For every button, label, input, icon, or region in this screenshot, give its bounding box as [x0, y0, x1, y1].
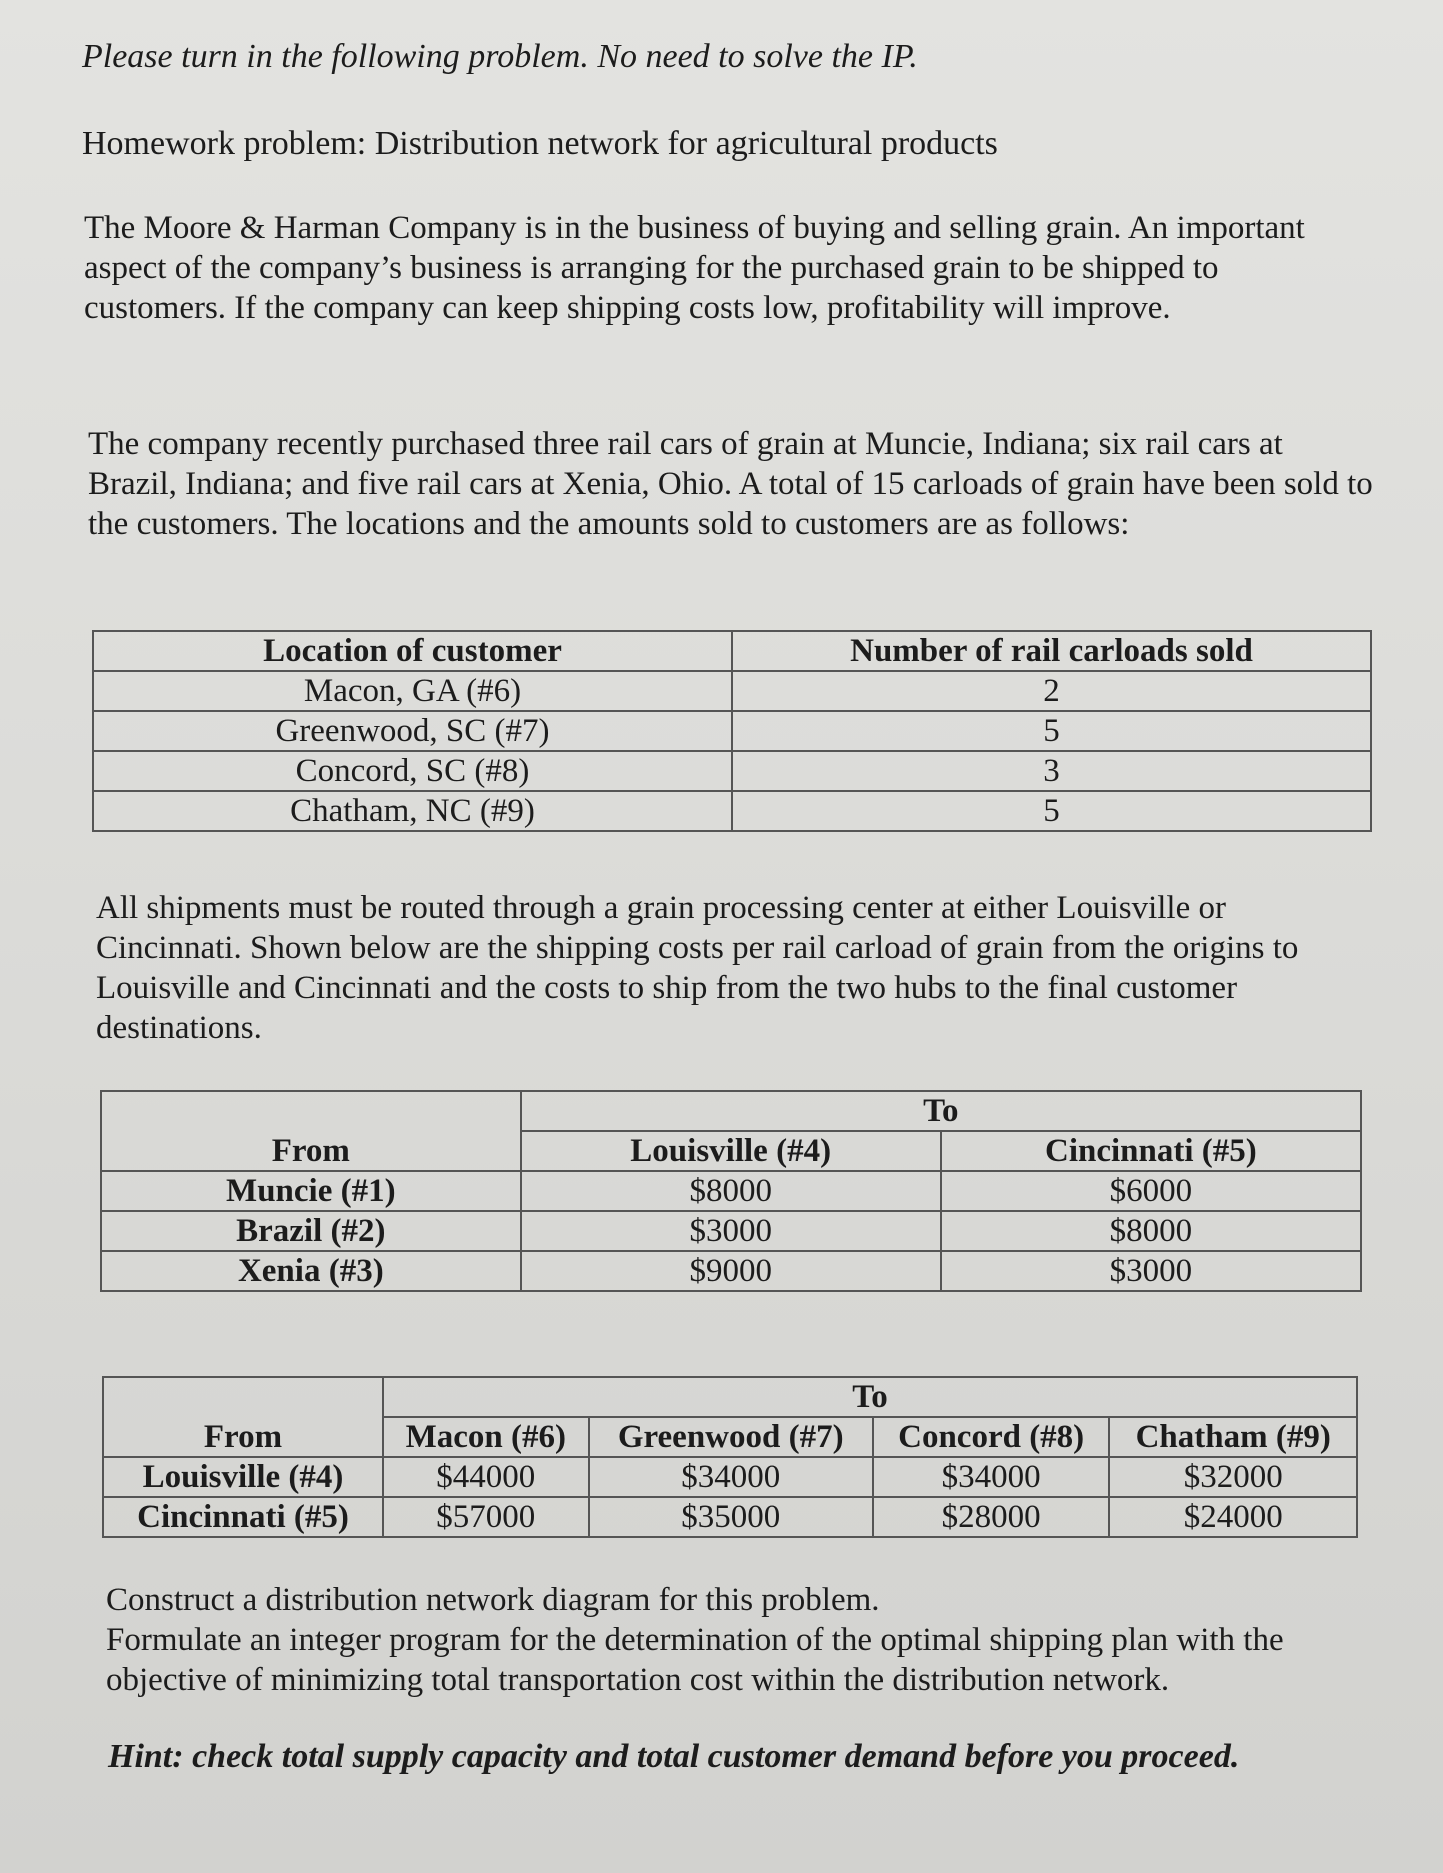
instruction-formulate: Formulate an integer program for the determination of the optimal shipping plan with the objective of minimizing total transportation cost within the distribution network.: [106, 1622, 1284, 1698]
table-row: [103, 1497, 1357, 1537]
table-row: [101, 1251, 1361, 1291]
instruction-diagram: Construct a distribution network diagram for this problem.: [106, 1582, 880, 1618]
paragraph-intro: The Moore & Harman Company is in the business of buying and selling grain. An important aspect of the company’s business is arranging for the purchased grain to be shipped to customers. If the company can keep shipping costs low, profitability will improve.: [84, 210, 1305, 326]
customer-location: Chatham, NC (#9): [93, 791, 732, 831]
header-note: Please turn in the following problem. No need to solve the IP.: [82, 38, 918, 75]
cost-cell: $57000: [383, 1497, 589, 1537]
table-row: [93, 671, 1371, 711]
column-header: Location of customer: [93, 631, 732, 671]
column-header: Greenwood (#7): [589, 1417, 873, 1457]
table-row: [93, 791, 1371, 831]
table-header-row: [103, 1417, 1357, 1457]
cost-cell: $35000: [589, 1497, 873, 1537]
table-row: [101, 1171, 1361, 1211]
table-row: [103, 1457, 1357, 1497]
origin-label: Muncie (#1): [101, 1171, 521, 1211]
column-header: Louisville (#4): [521, 1131, 941, 1171]
origin-label: Xenia (#3): [101, 1251, 521, 1291]
carloads-value: 3: [732, 751, 1371, 791]
cost-cell: $28000: [873, 1497, 1109, 1537]
hub-label: Louisville (#4): [103, 1457, 383, 1497]
table-row: [93, 711, 1371, 751]
customer-location: Greenwood, SC (#7): [93, 711, 732, 751]
cost-cell: $8000: [941, 1211, 1361, 1251]
column-header: Chatham (#9): [1109, 1417, 1357, 1457]
column-header: Number of rail carloads sold: [732, 631, 1371, 671]
origin-cost-table: [100, 1090, 1362, 1292]
table-header-row: [93, 631, 1371, 671]
column-header: Concord (#8): [873, 1417, 1109, 1457]
to-label: To: [383, 1377, 1357, 1417]
table-header-row: [103, 1377, 1357, 1417]
column-header: Cincinnati (#5): [941, 1131, 1361, 1171]
hint-text: Hint: check total supply capacity and total customer demand before you proceed.: [108, 1738, 1240, 1775]
cost-cell: $34000: [873, 1457, 1109, 1497]
cost-cell: $3000: [521, 1211, 941, 1251]
problem-title: Homework problem: Distribution network for agricultural products: [82, 125, 998, 162]
cost-cell: $9000: [521, 1251, 941, 1291]
cost-cell: $3000: [941, 1251, 1361, 1291]
table-header-row: [101, 1091, 1361, 1131]
carloads-value: 5: [732, 711, 1371, 751]
origin-label: Brazil (#2): [101, 1211, 521, 1251]
column-header: Macon (#6): [383, 1417, 589, 1457]
from-label: From: [101, 1131, 521, 1171]
paragraph-routing: All shipments must be routed through a grain processing center at either Louisville or Cincinnati. Shown below are the shipping costs per rail carload of grain from the origins to Louisville and Cincinnati and the costs to ship from the two hubs to the final customer destinations.: [96, 890, 1299, 1046]
cost-cell: $32000: [1109, 1457, 1357, 1497]
cost-cell: $34000: [589, 1457, 873, 1497]
customer-location: Macon, GA (#6): [93, 671, 732, 711]
table-row: [93, 751, 1371, 791]
paragraph-purchases: The company recently purchased three rail cars of grain at Muncie, Indiana; six rail cars at Brazil, Indiana; and five rail cars at Xenia, Ohio. A total of 15 carloads of grain have been sold to the customers. The locations and the amounts sold to customers are as follows:: [88, 426, 1373, 542]
cost-cell: $44000: [383, 1457, 589, 1497]
table-row: [101, 1211, 1361, 1251]
cost-cell: $8000: [521, 1171, 941, 1211]
cost-cell: $24000: [1109, 1497, 1357, 1537]
hub-cost-table: [102, 1376, 1358, 1538]
to-label: To: [521, 1091, 1361, 1131]
from-label: From: [103, 1417, 383, 1457]
hub-label: Cincinnati (#5): [103, 1497, 383, 1537]
carloads-value: 5: [732, 791, 1371, 831]
customer-demand-table: [92, 630, 1372, 832]
table-header-row: [101, 1131, 1361, 1171]
cost-cell: $6000: [941, 1171, 1361, 1211]
carloads-value: 2: [732, 671, 1371, 711]
customer-location: Concord, SC (#8): [93, 751, 732, 791]
